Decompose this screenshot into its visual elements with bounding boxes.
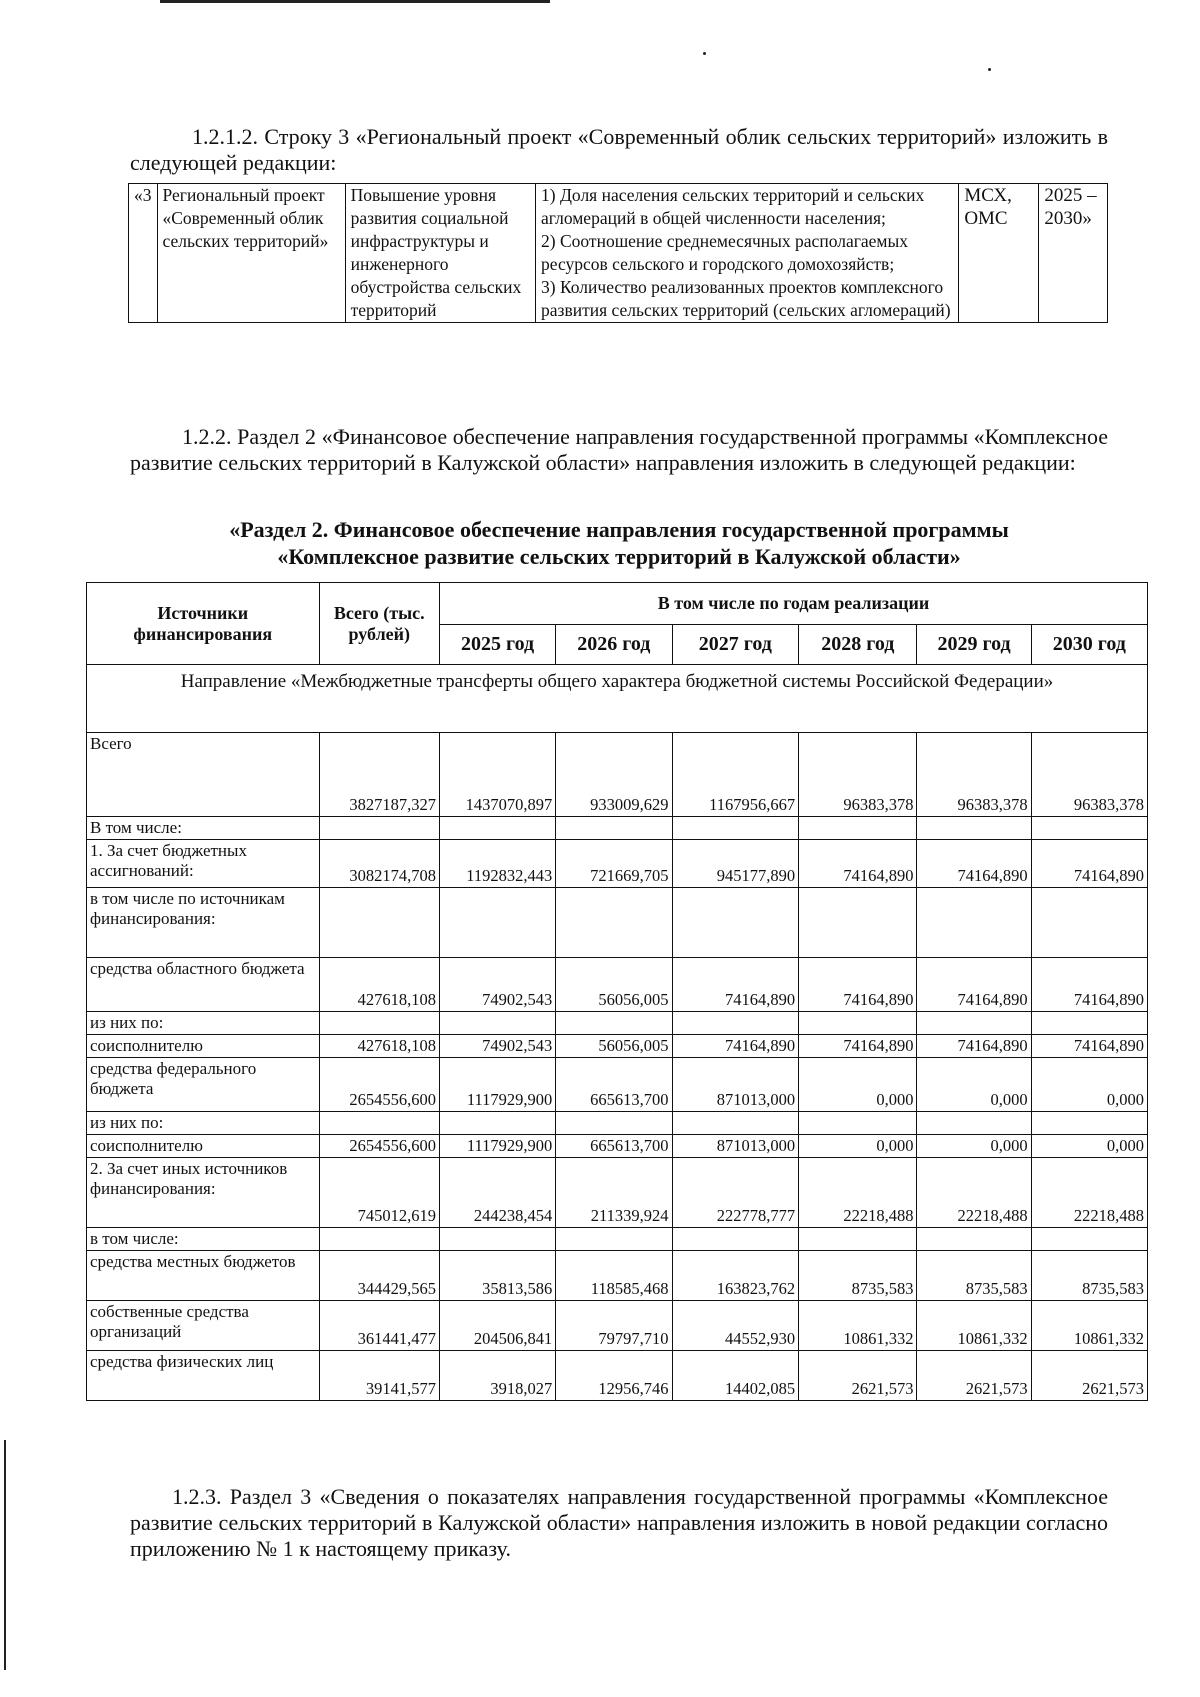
table-row [87,840,1148,888]
indicator-item: 1) Доля населения сельских территорий и сельских агломераций в общей численности населения; [541,185,925,228]
cell-year-value: 10861,332 [799,1301,917,1351]
table-row [87,888,1148,958]
cell-year-value [917,888,1031,958]
cell-year-value [799,1228,917,1251]
cell-year-value: 74164,890 [1031,1035,1147,1058]
cell-year-value: 74164,890 [917,958,1031,1012]
header-sources: Источники финансирования [87,583,320,665]
table-row [87,1351,1148,1401]
cell-year-value [799,817,917,840]
cell-year-value: 22218,488 [917,1158,1031,1228]
scan-speck [988,68,991,71]
row-label: В том числе: [87,817,320,840]
header-year: 2030 год [1031,625,1147,665]
cell-year-value: 10861,332 [917,1301,1031,1351]
cell-year-value [439,817,555,840]
table-row [87,1135,1148,1158]
cell-year-value: 211339,924 [556,1158,672,1228]
cell-total: 745012,619 [319,1158,439,1228]
cell-year-value [672,1228,799,1251]
cell-year-value [556,1228,672,1251]
cell-year-value: 74164,890 [799,840,917,888]
cell-year-value: 0,000 [799,1135,917,1158]
cell-year-value: 8735,583 [799,1251,917,1301]
cell-year-value: 79797,710 [556,1301,672,1351]
cell-year-value: 74164,890 [672,958,799,1012]
cell-year-value [672,1112,799,1135]
table-row [87,1158,1148,1228]
cell-year-value [1031,1012,1147,1035]
table-row [87,1112,1148,1135]
header-year: 2027 год [672,625,799,665]
cell-year-value [917,1112,1031,1135]
header-year: 2029 год [917,625,1031,665]
row-label: 1. За счет бюджетных ассигнований: [87,840,320,888]
cell-total [319,1012,439,1035]
cell-year-value: 56056,005 [556,1035,672,1058]
scan-speck [703,52,706,55]
cell-year-value: 74164,890 [799,1035,917,1058]
cell-year-value [799,1012,917,1035]
cell-year-value: 3918,027 [439,1351,555,1401]
cell-year-value [799,888,917,958]
cell-total: 3827187,327 [319,733,439,817]
table-row [87,1301,1148,1351]
row-label: средства областного бюджета [87,958,320,1012]
cell-year-value: 0,000 [1031,1058,1147,1112]
table-row [129,184,1108,323]
section-2-heading-line1: «Раздел 2. Финансовое обеспечение направления государственной программы [229,517,1009,542]
cell-total: 427618,108 [319,1035,439,1058]
cell-year-value: 0,000 [917,1058,1031,1112]
cell-year-value: 933009,629 [556,733,672,817]
cell-year-value: 1167956,667 [672,733,799,817]
cell-year-value [917,1012,1031,1035]
cell-total [319,1112,439,1135]
cell-year-value: 74902,543 [439,1035,555,1058]
table-header-row [87,583,1148,625]
cell-year-value [917,817,1031,840]
cell-year-value: 10861,332 [1031,1301,1147,1351]
table-row [87,1012,1148,1035]
cell-total [319,888,439,958]
cell-year-value: 945177,890 [672,840,799,888]
cell-year-value: 44552,930 [672,1301,799,1351]
cell-year-value: 1192832,443 [439,840,555,888]
cell-year-value [556,888,672,958]
cell-year-value [799,1112,917,1135]
section-2-heading [130,516,1108,570]
cell-year-value: 871013,000 [672,1058,799,1112]
cell-total: 427618,108 [319,958,439,1012]
cell-total: 361441,477 [319,1301,439,1351]
row-label: в том числе по источникам финансирования: [87,888,320,958]
cell-year-value [672,888,799,958]
table-row [87,1035,1148,1058]
financing-table [86,582,1148,1401]
cell-year-value: 12956,746 [556,1351,672,1401]
cell-total: 3082174,708 [319,840,439,888]
cell-year-value [672,817,799,840]
cell-year-value: 74164,890 [917,1035,1031,1058]
cell-year-value [439,1012,555,1035]
cell-year-value: 22218,488 [1031,1158,1147,1228]
header-year: 2026 год [556,625,672,665]
table-row [87,1251,1148,1301]
cell-year-value: 74164,890 [799,958,917,1012]
indicator-item: 3) Количество реализованных проектов комплексного развития сельских территорий (сельских агломераций) [541,277,951,320]
cell-total [319,1228,439,1251]
cell-year-value: 244238,454 [439,1158,555,1228]
row-number-cell: «3 [129,184,158,323]
cell-year-value: 0,000 [917,1135,1031,1158]
cell-year-value: 118585,468 [556,1251,672,1301]
cell-year-value: 665613,700 [556,1135,672,1158]
cell-year-value: 96383,378 [1031,733,1147,817]
cell-year-value [439,888,555,958]
cell-year-value: 0,000 [799,1058,917,1112]
cell-year-value: 871013,000 [672,1135,799,1158]
row-label: средства местных бюджетов [87,1251,320,1301]
period-cell: 2025 – 2030» [1039,184,1108,323]
cell-year-value: 74164,890 [672,1035,799,1058]
cell-year-value [439,1112,555,1135]
cell-year-value: 14402,085 [672,1351,799,1401]
table-row [87,733,1148,817]
cell-year-value: 2621,573 [1031,1351,1147,1401]
cell-year-value: 0,000 [1031,1135,1147,1158]
cell-total [319,817,439,840]
regional-project-table [128,183,1108,323]
cell-year-value [556,1112,672,1135]
cell-year-value: 1117929,900 [439,1058,555,1112]
header-year: 2028 год [799,625,917,665]
cell-year-value: 1437070,897 [439,733,555,817]
paragraph-1-2-2: 1.2.2. Раздел 2 «Финансовое обеспечение направления государственной программы «Комплексное развитие сельских территорий в Калужской области» направления изложить в следующей редакции: [130,424,1108,475]
direction-row [87,665,1148,733]
cell-year-value: 96383,378 [917,733,1031,817]
cell-year-value [917,1228,1031,1251]
row-label: собственные средства организаций [87,1301,320,1351]
cell-year-value: 96383,378 [799,733,917,817]
row-label: в том числе: [87,1228,320,1251]
cell-year-value: 74164,890 [1031,840,1147,888]
scan-artifact-left-margin-line [4,1440,6,1670]
row-label: средства физических лиц [87,1351,320,1401]
project-name-cell: Региональный проект «Современный облик сельских территорий» [157,184,345,323]
cell-year-value: 56056,005 [556,958,672,1012]
cell-year-value [439,1228,555,1251]
cell-year-value: 35813,586 [439,1251,555,1301]
table-row [87,817,1148,840]
responsible-cell: МСХ, ОМС [959,184,1039,323]
header-total: Всего (тыс. рублей) [319,583,439,665]
cell-year-value: 74164,890 [1031,958,1147,1012]
cell-year-value [556,817,672,840]
cell-total: 344429,565 [319,1251,439,1301]
cell-total: 39141,577 [319,1351,439,1401]
cell-year-value [1031,817,1147,840]
header-year: 2025 год [439,625,555,665]
table-row [87,1058,1148,1112]
section-2-heading-line2: «Комплексное развитие сельских территорий в Калужской области» [277,544,961,569]
cell-year-value: 665613,700 [556,1058,672,1112]
row-label: средства федерального бюджета [87,1058,320,1112]
indicator-item: 2) Соотношение среднемесячных располагаемых ресурсов сельского и городского домохозяйств; [541,231,909,274]
row-label: 2. За счет иных источников финансирования: [87,1158,320,1228]
direction-title: Направление «Межбюджетные трансферты общего характера бюджетной системы Российской Федерации» [87,665,1148,733]
cell-total: 2654556,600 [319,1058,439,1112]
row-label: соисполнителю [87,1135,320,1158]
cell-year-value [1031,888,1147,958]
row-label: из них по: [87,1012,320,1035]
cell-year-value: 163823,762 [672,1251,799,1301]
cell-year-value: 74164,890 [917,840,1031,888]
cell-year-value: 22218,488 [799,1158,917,1228]
cell-year-value: 8735,583 [1031,1251,1147,1301]
project-goal-cell: Повышение уровня развития социальной инфраструктуры и инженерного обустройства сельских территорий [345,184,535,323]
cell-year-value: 1117929,900 [439,1135,555,1158]
cell-year-value [556,1012,672,1035]
table-row [87,958,1148,1012]
paragraph-1-2-1-2: 1.2.1.2. Строку 3 «Региональный проект «Современный облик сельских территорий» изложить в следующей редакции: [130,124,1108,175]
row-label: соисполнителю [87,1035,320,1058]
cell-year-value: 204506,841 [439,1301,555,1351]
cell-year-value [1031,1112,1147,1135]
row-label: из них по: [87,1112,320,1135]
cell-year-value: 2621,573 [917,1351,1031,1401]
header-by-years: В том числе по годам реализации [439,583,1147,625]
cell-total: 2654556,600 [319,1135,439,1158]
cell-year-value: 222778,777 [672,1158,799,1228]
cell-year-value: 721669,705 [556,840,672,888]
indicators-cell [536,184,959,323]
cell-year-value: 74902,543 [439,958,555,1012]
paragraph-1-2-3: 1.2.3. Раздел 3 «Сведения о показателях направления государственной программы «Комплексное развитие сельских территорий в Калужской области» направления изложить в новой редакции согласно приложению № 1 к настоящему приказу. [130,1484,1108,1561]
table-row [87,1228,1148,1251]
cell-year-value [1031,1228,1147,1251]
cell-year-value: 8735,583 [917,1251,1031,1301]
scan-artifact-top-line [160,0,550,3]
cell-year-value [672,1012,799,1035]
cell-year-value: 2621,573 [799,1351,917,1401]
row-label: Всего [87,733,320,817]
